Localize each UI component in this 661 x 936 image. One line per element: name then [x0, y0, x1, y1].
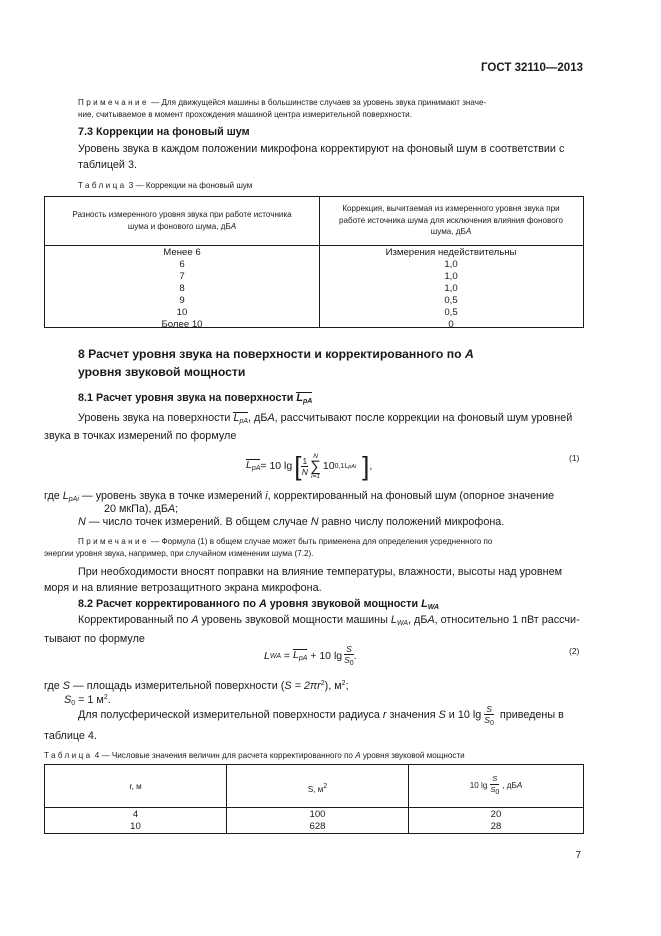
table-3-caption — [78, 180, 252, 192]
table-row: 1,0 — [444, 271, 458, 282]
formula-2: L WA = $L_{pA}$ + 10 lg $\frac{S}{S_0}$ . — [264, 643, 357, 667]
formula-2-number: (2) — [569, 646, 580, 656]
table-row: 1,0 — [444, 259, 458, 270]
section-8-2-text-4: таблице 4. — [44, 730, 97, 742]
note-1-label: Примечание — [78, 98, 149, 107]
table-3 — [44, 196, 584, 328]
section-8-title: 8 Расчет уровня звука на поверхности и корректированного по A уровня звуковой мощности — [78, 347, 474, 379]
formula-2-legend-2: $S_0 = 1$ $м^2$. — [64, 694, 111, 707]
table-row: 100 — [309, 809, 326, 820]
document-header: ГОСТ 32110—2013 — [481, 62, 583, 74]
table-4-header-s: S, м2 — [307, 783, 328, 794]
table-row: 0,5 — [444, 295, 458, 306]
formula-1-legend-1: где $L_{pAi}$ — уровень звука в точке измерений i, корректированный на фоновый шум (опорное значение — [44, 490, 555, 503]
table-row: 4 — [132, 809, 139, 820]
table-row: 28 — [490, 821, 502, 832]
table-row: 1,0 — [444, 283, 458, 294]
corrections-paragraph: При необходимости вносят поправки на влияние температуры, влажности, высоты над уровнем моря и на влияние ветрозащитного экрана микрофона. — [44, 566, 562, 594]
table-row: Измерения недействительны — [385, 247, 517, 258]
table-row: Более 10 — [161, 319, 203, 330]
table-3-header-1: Разность измеренного уровня звука при работе источника шума и фонового шума, дБА — [72, 210, 292, 231]
table-4 — [44, 764, 584, 834]
table-3-column-1 — [45, 247, 319, 331]
section-7-3-line-1: Уровень звука в каждом положении микрофона корректируют на фоновый шум в соответствии с — [78, 143, 565, 155]
note-1-line-1: — Для движущейся машины в большинстве случаев за уровень звука принимают значе- — [148, 98, 487, 107]
section-7-3-line-2: таблицей 3. — [78, 158, 137, 171]
section-8-1-title: 8.1 Расчет уровня звука на поверхности $L_{pA}$ — [78, 392, 313, 405]
table-row: 9 — [179, 295, 185, 306]
formula-1-number: (1) — [569, 453, 580, 463]
section-8-2-text-3: Для полусферической измерительной поверхности радиуса r значения S и 10 lg $\frac{S}{S_0}$ приведены в — [78, 703, 564, 727]
table-row: 10 — [130, 821, 141, 832]
note-1-line-2: ние, считываемое в момент прохождения машиной центра измерительной поверхности. — [78, 110, 412, 119]
table-row: 6 — [179, 259, 185, 270]
table-3-caption-text: 3 — Коррекции на фоновый шум — [126, 181, 253, 190]
note-1 — [78, 97, 582, 121]
formula-1: $L_{pA}$ = 10 lg [ $\frac{1}{N}$ N ∑ i=1 10 0,1LpAi ] , — [246, 451, 373, 481]
table-3-header-2: Коррекция, вычитаемая из измеренного уровня звука при работе источника шума для исключения влияния фонового шума, дБА — [339, 204, 563, 236]
table-4-caption: Таблица 4 — Числовые значения величин для расчета корректированного по A уровня звуковой мощности — [44, 751, 465, 760]
page-number: 7 — [575, 850, 581, 861]
table-4-header-lg: 10 lg $\frac{S}{S0}$ , дБ А — [469, 774, 523, 796]
section-8-1-text: Уровень звука на поверхности $L_{pA}$, дБА, рассчитывают после коррекции на фоновый шум уровней — [78, 412, 573, 425]
table-4-header-r: r, м — [129, 782, 142, 791]
section-8-1-text-2: звука в точках измерений по формуле — [44, 430, 237, 442]
table-4-column-r — [45, 809, 226, 833]
table-4-column-lg — [409, 809, 583, 833]
table-3-column-2 — [320, 247, 582, 331]
table-3-caption-label: Таблица — [78, 181, 127, 190]
table-row: 7 — [179, 271, 185, 282]
table-row: 20 — [490, 809, 502, 820]
table-4-column-s — [227, 809, 408, 833]
formula-1-legend-2: N — число точек измерений. В общем случае N равно числу положений микрофона. — [78, 516, 505, 528]
note-2: Примечание — Формула (1) в общем случае может быть применена для определения усредненного по энергии уровня звука, например, при случайном изменении шума (7.2). — [44, 537, 493, 558]
section-8-2-text: Корректированный по A уровень звуковой мощности машины $L_{WA}$, дБА, относительно 1 пВт рассчи- тывают по формуле — [44, 614, 580, 645]
table-row: 10 — [176, 307, 188, 318]
section-7-3-title: 7.3 Коррекции на фоновый шум — [78, 126, 250, 138]
table-row: 0,5 — [444, 307, 458, 318]
formula-2-legend-1: где S — площадь измерительной поверхности $(S = 2\pi r^2)$, $м^2$; — [44, 680, 349, 692]
table-row: 0 — [448, 319, 454, 330]
table-row: 628 — [309, 821, 326, 832]
table-row: Менее 6 — [163, 247, 201, 258]
formula-1-legend-1-line-2: 20 мкПа), дБА; — [104, 503, 179, 515]
table-row: 8 — [179, 283, 185, 294]
section-8-2-title: 8.2 Расчет корректированного по A уровня звуковой мощности $L_{WA}$ — [78, 598, 439, 611]
section-7-3-text — [78, 142, 582, 173]
